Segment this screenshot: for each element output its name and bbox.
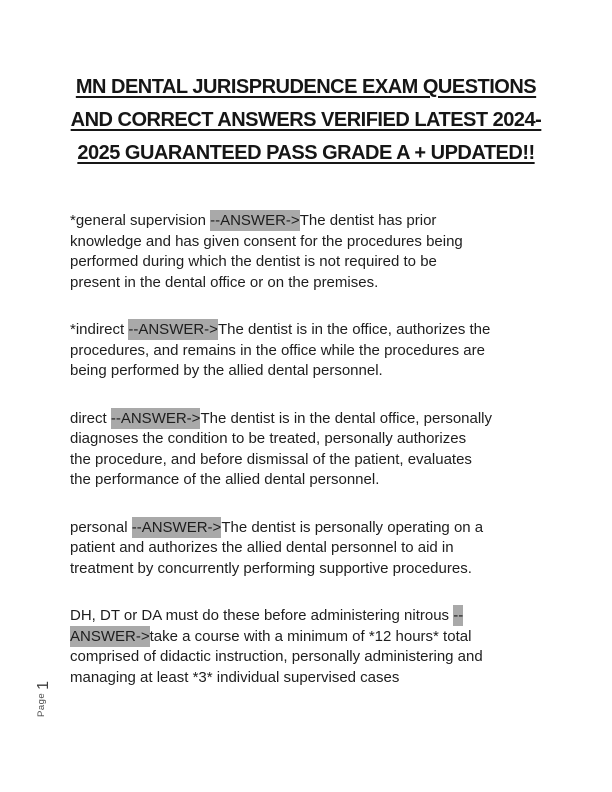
qa-paragraph [70,606,544,688]
body-line [70,361,544,382]
body-line [70,668,544,689]
body-text-run: The dentist is personally operating on a [221,518,484,536]
body-line [70,320,544,341]
document-title-line-1: MN DENTAL JURISPRUDENCE EXAM QUESTIONS [75,76,537,98]
body-text-run: The dentist has prior [299,212,437,229]
answer-highlight: --ANSWER-> [131,518,222,536]
qa-paragraph [70,211,544,293]
answer-highlight: --ANSWER-> [128,321,218,338]
body-line [70,606,544,627]
body-line [70,232,544,253]
body-line [70,450,544,471]
body-line [70,470,544,491]
body-line [70,647,544,668]
body-text-run: diagnoses the condition to be treated, personally authorizes [70,430,467,447]
body-text-run: treatment by concurrently performing supportive procedures. [70,559,472,577]
qa-paragraph [70,518,544,580]
qa-paragraph [70,320,544,382]
body-line [70,518,544,539]
document-title-line-2: AND CORRECT ANSWERS VERIFIED LATEST 2024- [70,109,542,131]
body-line [70,341,544,362]
body-text-run: *general supervision [70,212,211,229]
body-text-run: knowledge and has given consent for the procedures being [70,232,463,250]
body-line [70,211,544,232]
body-text-run: *indirect [70,321,129,338]
page-number-footer [31,681,51,717]
answer-highlight: --ANSWER-> [110,409,201,427]
document-title [0,71,612,170]
body-text-run: take a course with a minimum of *12 hours* total [149,627,472,645]
body-text-run: performed during which the dentist is not required to be [70,253,437,270]
page-number: 1 [35,680,52,690]
body-text-run: the procedure, and before dismissal of the patient, evaluates [70,450,472,468]
body-text-run: comprised of didactic instruction, personally administering and [70,648,483,665]
body-line [70,627,544,648]
body-line [70,252,544,273]
qa-paragraph [70,409,544,491]
body-text-run: personal [70,518,132,536]
answer-highlight: ANSWER-> [70,627,150,645]
body-text-run: procedures, and remains in the office while the procedures are [70,341,485,359]
body-text-run: DH, DT or DA must do these before administering nitrous [70,607,454,624]
body-text-run: managing at least *3* individual supervised cases [70,668,400,686]
body-text-run: The dentist is in the office, authorizes the [217,321,491,338]
body-line [70,559,544,580]
body-text-run: present in the dental office or on the premises. [70,273,379,291]
body-text-run: the performance of the allied dental personnel. [70,471,380,488]
body-text-run: direct [70,409,111,427]
body-text-run: being performed by the allied dental personnel. [70,362,383,379]
answer-highlight: --ANSWER-> [210,212,300,229]
body-text-run: The dentist is in the dental office, personally [200,409,493,427]
document-body [70,211,544,715]
body-line [70,273,544,294]
answer-highlight: -- [453,607,464,624]
document-title-line-3: 2025 GUARANTEED PASS GRADE A + UPDATED!! [77,142,535,164]
body-line [70,409,544,430]
body-text-run: patient and authorizes the allied dental personnel to aid in [70,539,454,556]
body-line [70,429,544,450]
body-line [70,538,544,559]
page-label: Page [36,692,47,717]
